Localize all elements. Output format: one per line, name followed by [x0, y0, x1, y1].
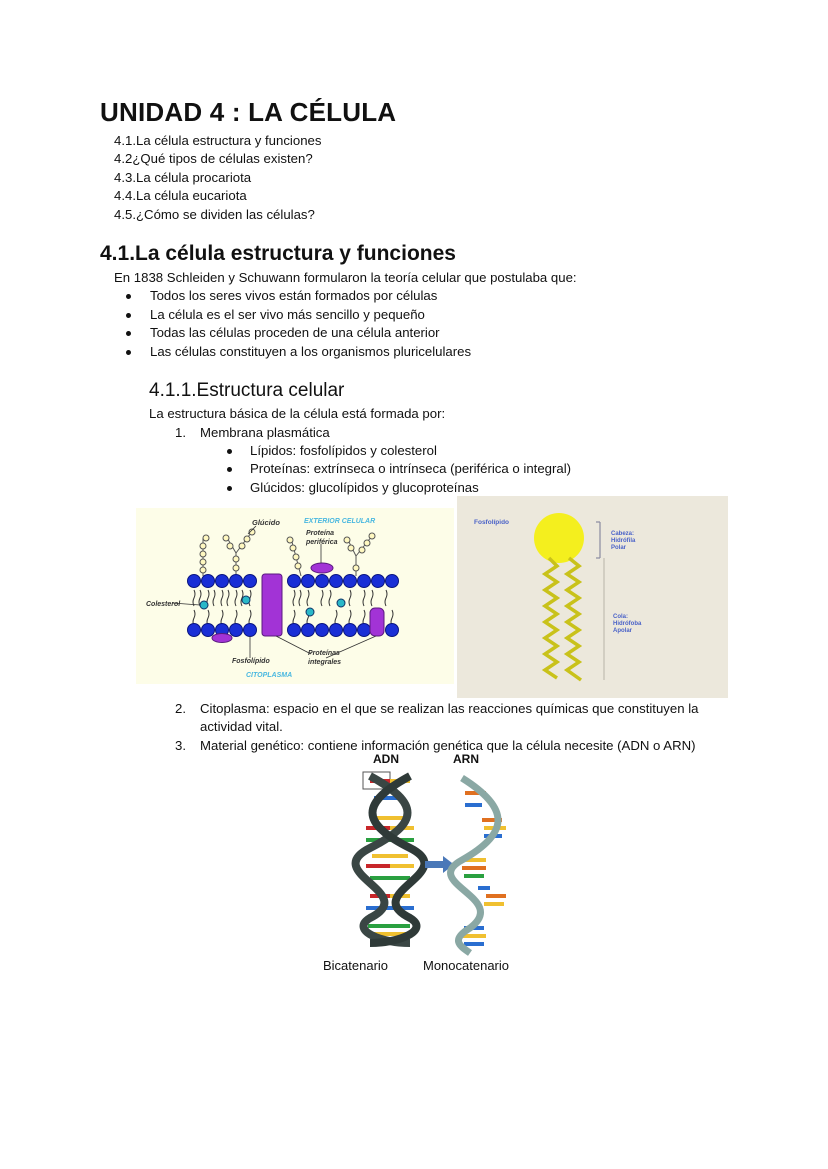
toc-item: 4.1.La célula estructura y funciones [114, 133, 322, 148]
list-item: Todas las células proceden de una célula anterior [114, 324, 471, 343]
table-of-contents [114, 132, 321, 224]
label-cabeza: Cabeza: [611, 531, 635, 537]
list-item: Glúcidos: glucolípidos y glucoproteínas [225, 479, 571, 497]
section-intro: En 1838 Schleiden y Schuwann formularon la teoría celular que postulaba que: [114, 270, 577, 285]
list-item: La célula es el ser vivo más sencillo y pequeño [114, 306, 471, 325]
label-cola: Cola: [613, 614, 628, 620]
label-arn: ARN [453, 752, 479, 766]
dna-rna-diagram [310, 748, 540, 978]
bullet-icon [126, 294, 131, 299]
toc-item: 4.2¿Qué tipos de células existen? [114, 151, 313, 167]
phospholipid-diagram [457, 496, 728, 698]
label-glucido: Glúcido [252, 518, 280, 527]
membrane-diagram [136, 508, 454, 684]
bullet-icon [227, 449, 232, 454]
list-item: Proteínas: extrínseca o intrínseca (periférica o integral) [225, 460, 571, 478]
section-heading: 4.1.La célula estructura y funciones [100, 242, 456, 265]
list-item: Lípidos: fosfolípidos y colesterol [225, 442, 571, 460]
list-item: 1. Membrana plasmática [175, 425, 330, 440]
label-proteinas-integrales: Proteínas [308, 650, 340, 657]
svg-text:Polar: Polar [611, 545, 627, 551]
bullet-icon [227, 467, 232, 472]
label-colesterol: Colesterol [146, 601, 181, 608]
label-adn: ADN [373, 752, 399, 766]
subsection-intro: La estructura básica de la célula está formada por: [149, 406, 446, 421]
svg-text:Apolar: Apolar [613, 628, 633, 634]
list-item: 3. Material genético: contiene información genética que la célula necesite (ADN o ARN) [175, 737, 696, 753]
label-fosfolipido-title: Fosfolípido [474, 519, 510, 526]
label-exterior-celular: EXTERIOR CELULAR [304, 518, 376, 525]
label-proteina-periferica: Proteína [306, 530, 335, 537]
subsection-heading: 4.1.1.Estructura celular [149, 380, 345, 401]
list-item: 2. Citoplasma: espacio en el que se realizan las reacciones químicas que constituyen la actividad vital. [175, 701, 699, 735]
list-item: Las células constituyen a los organismos pluricelulares [114, 343, 471, 362]
label-citoplasma: CITOPLASMA [246, 672, 293, 679]
numbered-list [149, 424, 330, 442]
membrane-components-list [225, 442, 571, 497]
svg-text:Hidrófila: Hidrófila [611, 538, 636, 544]
cell-theory-list [114, 287, 471, 361]
svg-text:integrales: integrales [308, 659, 342, 666]
toc-item: 4.3.La célula procariota [114, 169, 252, 185]
list-item: Todos los seres vivos están formados por células [114, 287, 471, 306]
bullet-icon [126, 350, 131, 355]
svg-text:periférica: periférica [306, 539, 338, 546]
label-bicatenario: Bicatenario [323, 958, 389, 973]
label-monocatenario: Monocatenario [423, 958, 509, 973]
page-title: UNIDAD 4 : LA CÉLULA [100, 97, 397, 127]
bullet-icon [126, 331, 131, 336]
label-fosfolipido: Fosfolípido [232, 658, 270, 665]
svg-text:Hidrófoba: Hidrófoba [613, 621, 642, 627]
bullet-icon [227, 486, 232, 491]
bullet-icon [126, 313, 131, 318]
toc-item: 4.4.La célula eucariota [114, 188, 247, 204]
numbered-list-continued [149, 700, 749, 755]
toc-item: 4.5.¿Cómo se dividen las células? [114, 206, 315, 222]
